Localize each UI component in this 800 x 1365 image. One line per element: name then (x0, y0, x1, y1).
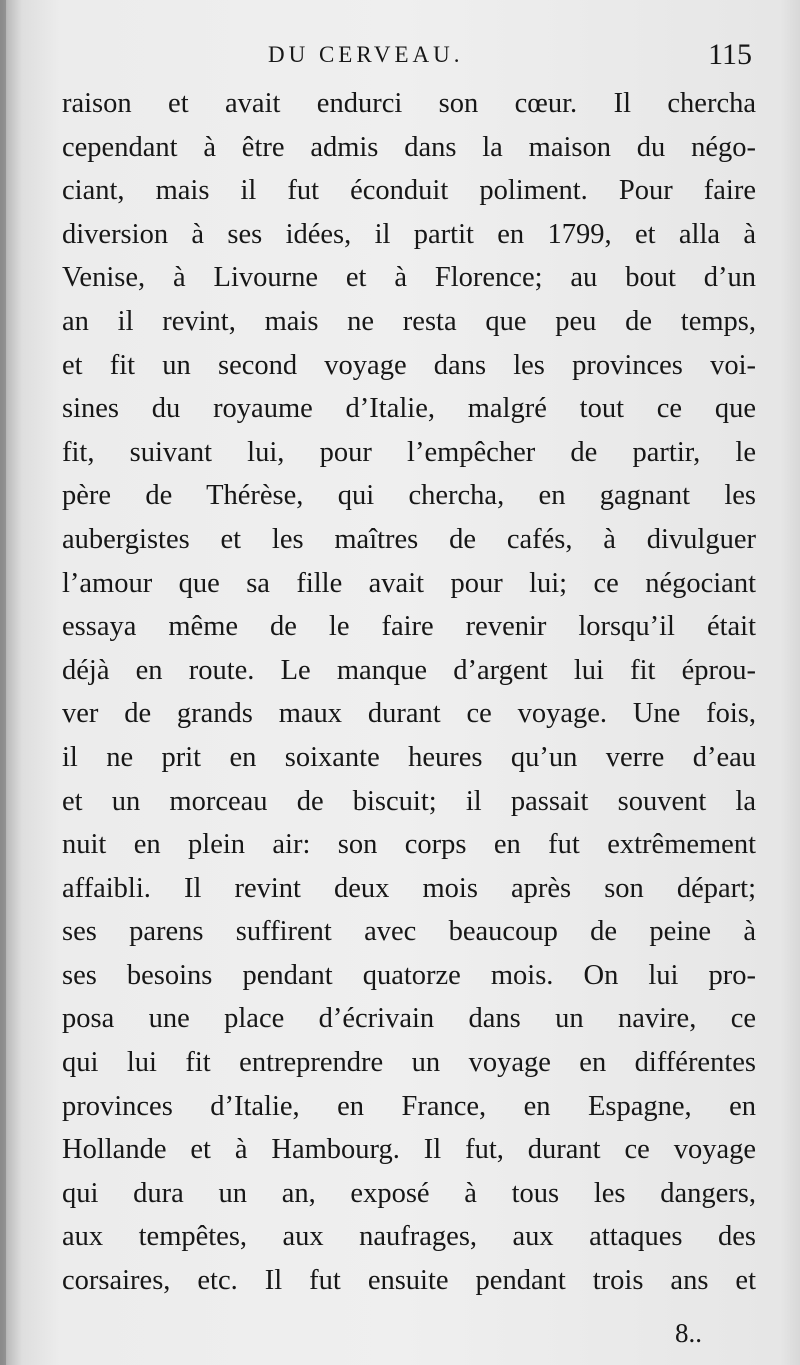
text-line: aubergistes et les maîtres de cafés, à divulguer (62, 523, 756, 555)
text-line: qui dura un an, exposé à tous les dangers, (62, 1177, 756, 1209)
text-line: provinces d’Italie, en France, en Espagne, en (62, 1090, 756, 1122)
running-head (0, 38, 800, 78)
text-line: posa une place d’écrivain dans un navire, ce (62, 1003, 756, 1035)
text-line: Venise, à Livourne et à Florence; au bout d’un (62, 262, 756, 294)
running-title: DU CERVEAU. (268, 42, 464, 67)
body-text (62, 82, 756, 1303)
text-line: Hollande et à Hambourg. Il fut, durant ce voyage (62, 1134, 756, 1166)
text-line: fit, suivant lui, pour l’empêcher de partir, le (62, 436, 756, 468)
text-line: l’amour que sa fille avait pour lui; ce négociant (62, 567, 756, 599)
text-line: déjà en route. Le manque d’argent lui fit éprou- (62, 654, 756, 686)
text-line: ses parens suffirent avec beaucoup de peine à (62, 916, 756, 948)
text-line: ses besoins pendant quatorze mois. On lui pro- (62, 959, 756, 991)
text-line: raison et avait endurci son cœur. Il chercha (62, 88, 756, 119)
text-line: et fit un second voyage dans les provinces voi- (62, 349, 756, 381)
page-number: 115 (708, 38, 752, 71)
text-line: qui lui fit entreprendre un voyage en différentes (62, 1047, 756, 1079)
text-line: aux tempêtes, aux naufrages, aux attaques des (62, 1221, 756, 1253)
text-line: diversion à ses idées, il partit en 1799, et alla à (62, 218, 756, 250)
text-line: an il revint, mais ne resta que peu de temps, (62, 305, 756, 337)
text-line: affaibli. Il revint deux mois après son départ; (62, 872, 756, 904)
text-line: essaya même de le faire revenir lorsqu’il était (62, 611, 756, 643)
text-line: ver de grands maux durant ce voyage. Une fois, (62, 698, 756, 730)
text-line: il ne prit en soixante heures qu’un verre d’eau (62, 741, 756, 773)
text-line: cependant à être admis dans la maison du négo- (62, 131, 756, 163)
text-line: père de Thérèse, qui chercha, en gagnant les (62, 480, 756, 512)
text-line: et un morceau de biscuit; il passait souvent la (62, 785, 756, 817)
signature-mark: 8.. (675, 1318, 702, 1348)
text-line: nuit en plein air: son corps en fut extrêmement (62, 829, 756, 861)
text-line: sines du royaume d’Italie, malgré tout ce que (62, 393, 756, 425)
text-line: corsaires, etc. Il fut ensuite pendant trois ans et (62, 1265, 756, 1297)
text-line: ciant, mais il fut éconduit poliment. Pour faire (62, 175, 756, 207)
